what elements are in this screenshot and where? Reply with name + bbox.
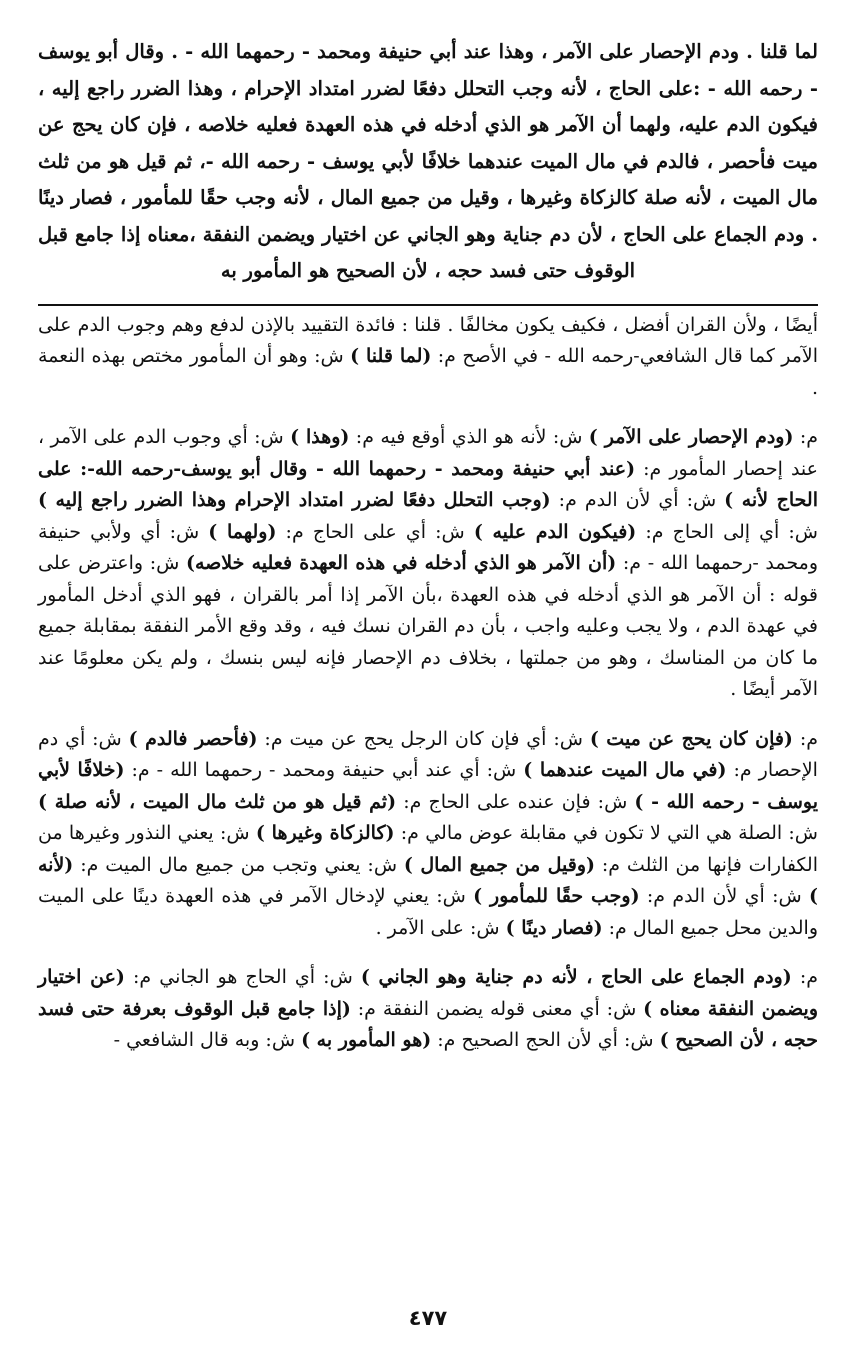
quoted-matn: (لما قلنا ) <box>350 345 432 367</box>
commentary-text: ش: أي لأن الدم م: <box>639 885 809 907</box>
commentary-text: وهو أن المأمور مختص بهذه النعمة . <box>38 345 818 399</box>
quoted-matn: (فيكون الدم عليه ) <box>473 520 637 543</box>
main-text: لما قلنا . ودم الإحصار على الآمر ، وهذا عند أبي حنيفة ومحمد - رحمهما الله - . وقال أبو يوسف - رحمه الله - :على الحاج ، لأنه وجب التحلل دفعًا لضرر امتداد الإحرام ، وهذا الضرر راجع إليه ، فيكون الدم عليه، ولهما أن الآمر هو الذي أدخله في هذه العهدة فعليه خلاصه ، فإن كان يحج عن ميت فأحصر ، فالدم في مال الميت عندهما خلافًا لأبي يوسف - رحمه الله -، ثم قيل هو من ثلث مال الميت ، لأنه صلة كالزكاة وغيرها ، وقيل من جميع المال ، لأنه وجب حقًا للمأمور ، فصار دينًا . ودم الجماع على الحاج ، لأن دم جناية وهو الجاني عن اختيار ويضمن النفقة ،معناه إذا جامع قبل الوقوف حتى فسد حجه ، لأن الصحيح هو المأمور به <box>38 40 818 282</box>
commentary-text: ش: أي فإن كان الرجل يحج عن ميت م: <box>257 727 590 750</box>
quoted-matn: (في مال الميت عندهما ) <box>523 759 727 781</box>
page-number: ٤٧٧ <box>408 1306 448 1330</box>
commentary-text: م: <box>791 966 818 988</box>
commentary-paragraph <box>38 962 818 1057</box>
quoted-matn: (فأحصر فالدم ) <box>128 727 258 750</box>
commentary-text: ش: أي إلى الحاج م: <box>636 520 818 543</box>
document-page <box>38 34 818 1075</box>
quoted-matn: (ولهما ) <box>208 520 277 543</box>
commentary-paragraph <box>38 724 818 945</box>
commentary-text: ش: على الآمر . <box>375 916 506 939</box>
quoted-matn: (ودم الإحصار على الآمر ) <box>588 426 794 448</box>
quoted-matn: (ثم قيل هو من ثلث مال الميت ، لأنه صلة ) <box>38 790 397 813</box>
quoted-matn: (هو المأمور به ) <box>301 1029 432 1051</box>
commentary-paragraph <box>38 422 818 706</box>
commentary-text: ش: أي دم الإحصار م: <box>38 727 818 781</box>
quoted-matn: (وهذا ) <box>290 426 350 448</box>
separator-rule <box>38 304 818 306</box>
commentary-text: ش: يعني لإدخال الآمر في هذه العهدة دينًا على الميت والدين محل جميع المال م: <box>38 885 818 939</box>
commentary-text: م: <box>793 426 818 448</box>
commentary-text: ش: الصلة هي التي لا تكون في مقابلة عوض مالي م: <box>394 822 819 844</box>
commentary-text: ش: <box>307 345 351 367</box>
commentary-text: ش: يعني وتجب من جميع مال الميت م: <box>73 853 404 876</box>
commentary-text: ش: أي ولأبي حنيفة ومحمد -رحمهما الله - م: <box>38 520 819 574</box>
quoted-matn: (كالزكاة وغيرها ) <box>255 822 395 844</box>
quoted-matn: (وجب التحلل دفعًا لضرر امتداد الإحرام وهذا الضرر راجع إليه ) <box>38 489 551 511</box>
quoted-matn: (إذا جامع قبل الوقوف بعرفة حتى فسد حجه ، لأن الصحيح ) <box>38 997 818 1051</box>
commentary-text: م: <box>792 727 818 750</box>
commentary-text: ش: أي الحاج هو الجاني م: <box>124 966 361 988</box>
commentary-text: ش: أي عند أبي حنيفة ومحمد - رحمهما الله - م: <box>124 759 524 781</box>
commentary-text: أيضًا ، ولأن القران أفضل ، فكيف يكون مخالفًا . قلنا : فائدة التقييد بالإذن لدفع وهم وجوب الدم على الآمر كما قال الشافعي-رحمه الله - في الأصح م: <box>38 313 819 367</box>
quoted-matn: (خلافًا لأبي يوسف - رحمه الله - ) <box>38 759 818 813</box>
quoted-matn: (فإن كان يحج عن ميت ) <box>589 727 793 750</box>
commentary-text: ش: واعترض على قوله : أن الآمر هو الذي أدخله في هذه العهدة ،بأن الآمر إذا أمر بالقران ، فهو الذي أدخل المأمور في عهدة الدم ، ولا يجب وعليه واجب ، بأن دم القران نسك فيه ، وقد وقع الأمر النفقة بمقابلة جميع ما كان من المناسك ، وهو من جملتها ، بخلاف دم الإحصار فإنه ليس بنسك ، ولم يكن معلومًا عند الآمر أيضًا . <box>38 552 818 700</box>
commentary <box>38 310 818 1057</box>
quoted-matn: (عن اختيار ويضمن النفقة معناه ) <box>38 966 818 1020</box>
quoted-matn: (لأنه ) <box>38 853 818 907</box>
quoted-matn: (وقيل من جميع المال ) <box>403 853 595 876</box>
commentary-text: ش: وبه قال الشافعي - <box>113 1029 302 1051</box>
commentary-text: ش: يعني النذور وغيرها من الكفارات فإنها من الثلث م: <box>38 822 818 876</box>
commentary-text: ش: أي لأن الحج الصحيح م: <box>431 1029 660 1051</box>
commentary-paragraph <box>38 310 818 405</box>
quoted-matn: (ودم الجماع على الحاج ، لأنه دم جناية وهو الجاني ) <box>360 966 792 988</box>
commentary-text: ش: أي على الحاج م: <box>276 520 474 543</box>
commentary-text: ش: أي معنى قوله يضمن النفقة م: <box>350 997 644 1020</box>
commentary-text: ش: فإن عنده على الحاج م: <box>396 790 635 813</box>
commentary-text: ش: أي وجوب الدم على الآمر ، عند إحصار المأمور م: <box>38 426 818 480</box>
commentary-text: ش: لأنه هو الذي أوقع فيه م: <box>349 426 589 448</box>
quoted-matn: (أن الآمر هو الذي أدخله في هذه العهدة فعليه خلاصه) <box>185 552 617 574</box>
commentary-text: ش: أي لأن الدم م: <box>550 489 725 511</box>
quoted-matn: (عند أبي حنيفة ومحمد - رحمهما الله - وقال أبو يوسف-رحمه الله-: على الحاج لأنه ) <box>38 457 819 511</box>
quoted-matn: (فصار دينًا ) <box>505 916 603 939</box>
quoted-matn: (وجب حقًا للمأمور ) <box>473 885 640 907</box>
